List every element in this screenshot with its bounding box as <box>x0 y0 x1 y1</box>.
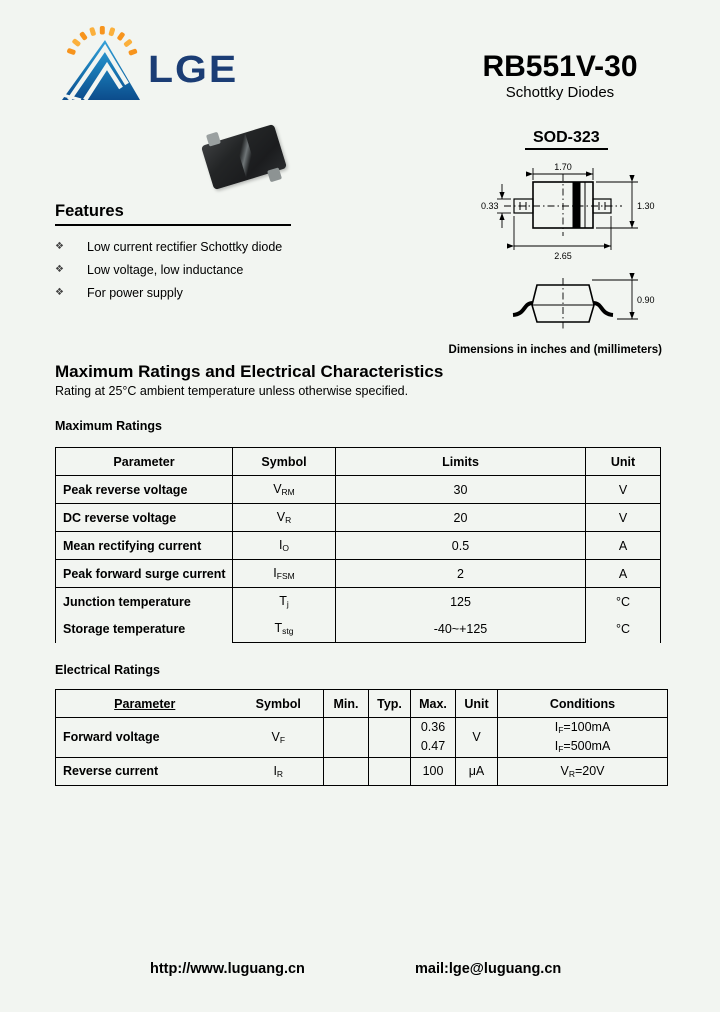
limits-cell: 20 <box>336 504 586 532</box>
diamond-bullet-icon: ❖ <box>55 241 64 252</box>
lge-logo <box>55 22 305 107</box>
unit-cell: V <box>586 476 661 504</box>
limits-cell: 30 <box>336 476 586 504</box>
part-subtitle: Schottky Diodes <box>505 84 615 101</box>
parameter-cell: Forward voltage <box>56 718 234 758</box>
unit-cell: μA <box>456 757 498 785</box>
conditions-cell: $V_R=20V$ <box>498 757 668 785</box>
parameter-cell: Storage temperature <box>56 615 233 643</box>
dimension-labels <box>481 162 655 305</box>
unit-cell: °C <box>586 615 661 643</box>
symbol-cell: $T_{stg}$ <box>233 615 336 643</box>
section-title: Maximum Ratings and Electrical Characteristics <box>55 362 444 381</box>
footer-website: http://www.luguang.cn <box>150 961 305 977</box>
parameter-cell: Peak forward surge current <box>56 560 233 588</box>
dimensions-note: Dimensions in inches and (millimeters) <box>448 344 662 356</box>
part-number: RB551V-30 <box>482 50 638 83</box>
symbol-cell: $I_R$ <box>234 757 324 785</box>
package-lead <box>267 167 282 182</box>
symbol-cell: $T_j$ <box>233 588 336 616</box>
parameter-cell: Mean rectifying current <box>56 532 233 560</box>
feature-item <box>55 286 291 300</box>
column-header: Unit <box>456 690 498 718</box>
column-header: Limits <box>336 448 586 476</box>
table-row <box>56 504 661 532</box>
max-ratings-table <box>55 447 661 643</box>
footer-email: mail:lge@luguang.cn <box>415 961 562 977</box>
table-row <box>56 532 661 560</box>
conditions-cell: $I_F=100mA$ $I_F=500mA$ <box>498 718 668 758</box>
column-header: Parameter <box>56 690 234 718</box>
diamond-bullet-icon: ❖ <box>55 264 64 275</box>
parameter-cell: Reverse current <box>56 757 234 785</box>
parameter-cell: Junction temperature <box>56 588 233 616</box>
section-subtitle: Rating at 25°C ambient temperature unless otherwise specified. <box>55 384 409 398</box>
feature-text: For power supply <box>87 286 183 300</box>
brand-name: LGE <box>148 47 239 91</box>
dim-left: 0.33 <box>481 201 499 211</box>
column-header: Symbol <box>234 690 324 718</box>
dim-side: 0.90 <box>637 295 655 305</box>
feature-item <box>55 240 291 254</box>
unit-cell: A <box>586 560 661 588</box>
max-cell: 0.36 0.47 <box>411 718 456 758</box>
symbol-cell: $V_R$ <box>233 504 336 532</box>
limits-cell: -40~+125 <box>336 615 586 643</box>
table-row <box>56 476 661 504</box>
column-header: Unit <box>586 448 661 476</box>
limits-cell: 2 <box>336 560 586 588</box>
column-header: Typ. <box>369 690 411 718</box>
column-header: Symbol <box>233 448 336 476</box>
package-photo <box>192 116 302 201</box>
parameter-cell: DC reverse voltage <box>56 504 233 532</box>
column-header: Conditions <box>498 690 668 718</box>
symbol-cell: $V_F$ <box>234 718 324 758</box>
electrical-ratings-label: Electrical Ratings <box>55 663 160 677</box>
dim-right: 1.30 <box>637 201 655 211</box>
features-list <box>55 240 291 300</box>
package-body <box>201 124 287 190</box>
table-row <box>56 588 661 616</box>
dim-bottom: 2.65 <box>554 251 572 261</box>
column-header: Min. <box>324 690 369 718</box>
features-section <box>55 202 291 309</box>
top-view <box>497 168 638 250</box>
features-title: Features <box>55 202 291 226</box>
symbol-cell: $V_{RM}$ <box>233 476 336 504</box>
symbol-cell: $I_{FSM}$ <box>233 560 336 588</box>
table-row <box>56 560 661 588</box>
diamond-bullet-icon: ❖ <box>55 287 64 298</box>
package-lead <box>206 132 221 147</box>
typ-cell <box>369 718 411 758</box>
min-cell <box>324 718 369 758</box>
package-name: SOD-323 <box>525 129 608 150</box>
lge-logo-icon <box>55 22 150 107</box>
dim-top: 1.70 <box>554 162 572 172</box>
column-header: Parameter <box>56 448 233 476</box>
table-header-row <box>56 448 661 476</box>
limits-cell: 0.5 <box>336 532 586 560</box>
table-row <box>56 718 668 758</box>
parameter-cell: Peak reverse voltage <box>56 476 233 504</box>
unit-cell: A <box>586 532 661 560</box>
package-outline-drawing <box>480 128 690 343</box>
side-view <box>513 278 638 330</box>
max-ratings-label: Maximum Ratings <box>55 419 162 433</box>
electrical-ratings-table <box>55 689 668 786</box>
feature-text: Low voltage, low inductance <box>87 263 244 277</box>
min-cell <box>324 757 369 785</box>
unit-cell: °C <box>586 588 661 616</box>
feature-text: Low current rectifier Schottky diode <box>87 240 283 254</box>
typ-cell <box>369 757 411 785</box>
unit-cell: V <box>586 504 661 532</box>
feature-item <box>55 263 291 277</box>
symbol-cell: $I_O$ <box>233 532 336 560</box>
max-cell: 100 <box>411 757 456 785</box>
unit-cell: V <box>456 718 498 758</box>
limits-cell: 125 <box>336 588 586 616</box>
table-header-row <box>56 690 668 718</box>
table-row <box>56 615 661 643</box>
column-header: Max. <box>411 690 456 718</box>
table-row <box>56 757 668 785</box>
